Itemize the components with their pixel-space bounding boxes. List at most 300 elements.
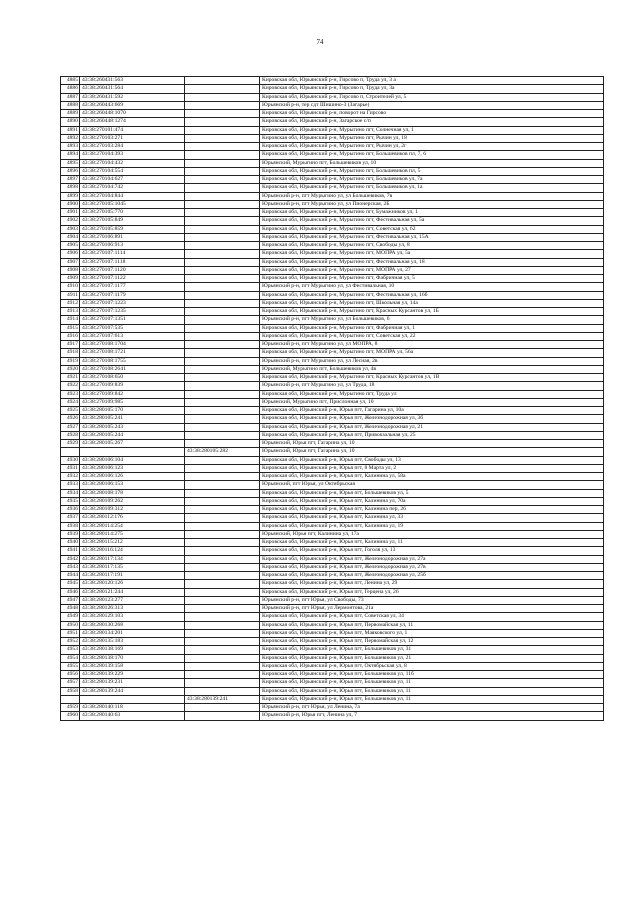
table-row <box>61 143 604 151</box>
related-cadastral-number-cell <box>185 365 260 373</box>
address-cell: Кировская обл, Юрьянский р-н, Юрья пгт, Большевиков ул, 5 <box>260 489 604 497</box>
cadastral-number-cell: 43:38:270105:770 <box>80 209 185 217</box>
table-row <box>61 679 604 687</box>
cadastral-number-cell: 43:38:280135:183 <box>80 638 185 646</box>
cadastral-number-cell <box>80 695 185 703</box>
table-row <box>61 423 604 431</box>
row-number-cell: 4906 <box>61 250 80 258</box>
address-cell: Юрьянский р-н, пгт Мурыгино ул, ул Труда, 18 <box>260 382 604 390</box>
table-row <box>61 209 604 217</box>
row-number-cell: 4919 <box>61 357 80 365</box>
table-row <box>61 522 604 530</box>
related-cadastral-number-cell <box>185 638 260 646</box>
address-cell: Кировская обл, Юрьянский р-н, Мурыгино пгт, МОПРА ул, 5а <box>260 250 604 258</box>
table-row <box>61 283 604 291</box>
cadastral-number-cell: 43:38:270101:474 <box>80 126 185 134</box>
table-row <box>61 671 604 679</box>
row-number-cell: 4931 <box>61 464 80 472</box>
cadastral-number-cell: 43:38:270105:1045 <box>80 200 185 208</box>
cadastral-number-cell: 43:38:280109:262 <box>80 497 185 505</box>
related-cadastral-number-cell: 43:38:280105:282 <box>185 448 260 456</box>
row-number-cell: 4923 <box>61 390 80 398</box>
table-row <box>61 217 604 225</box>
related-cadastral-number-cell <box>185 596 260 604</box>
related-cadastral-number-cell <box>185 390 260 398</box>
cadastral-number-cell: 43:38:280106:126 <box>80 473 185 481</box>
row-number-cell: 4916 <box>61 332 80 340</box>
cadastral-number-cell: 43:38:280115:212 <box>80 539 185 547</box>
related-cadastral-number-cell <box>185 93 260 101</box>
row-number-cell: 4920 <box>61 365 80 373</box>
row-number-cell: 4942 <box>61 555 80 563</box>
cadastral-number-cell: 43:38:270107:1120 <box>80 266 185 274</box>
address-cell: Кировская обл, Юрьянский р-н, Юрья пгт, Гагарина ул, 10а <box>260 407 604 415</box>
table-row <box>61 497 604 505</box>
address-cell: Кировская обл, Юрьянский р-н, Юрья пгт, Свободы ул, 13 <box>260 456 604 464</box>
address-cell: Кировская обл, Юрьянский р-н, Юрья пгт, Калинина ул, 70а <box>260 497 604 505</box>
address-cell: Кировская обл, Юрьянский р-н, Юрья пгт, Железнодорожная ул, 27в <box>260 563 604 571</box>
table-row <box>61 704 604 712</box>
related-cadastral-number-cell <box>185 481 260 489</box>
table-row <box>61 563 604 571</box>
related-cadastral-number-cell <box>185 654 260 662</box>
table-row <box>61 233 604 241</box>
address-cell: Юрьянский р-н, пгт Мурыгино ул, ул Большевиков, 6 <box>260 316 604 324</box>
row-number-cell: 4891 <box>61 126 80 134</box>
row-number-cell: 4951 <box>61 629 80 637</box>
table-row <box>61 382 604 390</box>
row-number-cell: 4930 <box>61 456 80 464</box>
cadastral-number-cell: 43:38:270104:432 <box>80 159 185 167</box>
cadastral-number-cell: 43:38:280121:244 <box>80 588 185 596</box>
related-cadastral-number-cell <box>185 200 260 208</box>
related-cadastral-number-cell <box>185 407 260 415</box>
row-number-cell: 4902 <box>61 217 80 225</box>
address-cell: Кировская обл, Юрьянский р-н, Гирсово п, Труда ул, 3а <box>260 85 604 93</box>
address-cell: Юрьянский, Мурыгино пгт, Большевиков ул, 10 <box>260 159 604 167</box>
related-cadastral-number-cell <box>185 522 260 530</box>
cadastral-number-cell: 43:38:270107:535 <box>80 324 185 332</box>
row-number-cell: 4940 <box>61 539 80 547</box>
table-row <box>61 192 604 200</box>
cadastral-number-cell: 43:38:270107:1223 <box>80 299 185 307</box>
table-row <box>61 93 604 101</box>
row-number-cell: 4890 <box>61 118 80 126</box>
related-cadastral-number-cell <box>185 233 260 241</box>
table-row <box>61 365 604 373</box>
address-cell: Кировская обл, Юрьянский р-н, Юрья пгт, Большевиков ул, 31 <box>260 646 604 654</box>
address-cell: Кировская обл, Юрьянский р-н, Юрья пгт, Гоголя ул, 13 <box>260 547 604 555</box>
cadastral-number-cell: 43:38:270107:1114 <box>80 250 185 258</box>
address-cell: Кировская обл, Юрьянский р-н, Юрья пгт, Калинина ул, 33 <box>260 514 604 522</box>
row-number-cell: 4950 <box>61 621 80 629</box>
address-cell: Кировская обл, Юрьянский р-н, Юрья пгт, Большевиков ул, 21 <box>260 654 604 662</box>
address-cell: Кировская обл, Юрьянский р-н, Юрья пгт, Маяковского ул, 1 <box>260 629 604 637</box>
related-cadastral-number-cell <box>185 456 260 464</box>
address-cell: Кировская обл, Юрьянский р-н, Юрья пгт, Ленина ул, 29 <box>260 580 604 588</box>
address-cell: Юрьянский р-н, пгт Мурыгино ул, ул Большевиков, 7в <box>260 192 604 200</box>
address-cell: Кировская обл, Юрьянский р-н, Мурыгино пгт, Солнечная ул, 1 <box>260 126 604 134</box>
row-number-cell: 4955 <box>61 662 80 670</box>
table-row <box>61 695 604 703</box>
address-cell: Юрьянский, Юрья пгт, Калинина ул, 17а <box>260 530 604 538</box>
related-cadastral-number-cell <box>185 159 260 167</box>
row-number-cell: 4887 <box>61 93 80 101</box>
cadastral-number-cell: 43:38:270103:271 <box>80 134 185 142</box>
related-cadastral-number-cell <box>185 613 260 621</box>
address-cell: Кировская обл, Юрьянский р-н, Мурыгино пгт, Фабричная ул, 5 <box>260 275 604 283</box>
address-cell: Юрьянский, Юрья пгт, Гагарина ул, 10 <box>260 448 604 456</box>
cadastral-number-cell: 43:38:280106:104 <box>80 456 185 464</box>
row-number-cell: 4933 <box>61 481 80 489</box>
address-cell: Кировская обл, Юрьянский р-н, Юрья пгт, Большевиков ул, 11 <box>260 679 604 687</box>
row-number-cell: 4918 <box>61 349 80 357</box>
address-cell: Юрьянский р-н, пгт Мурыгино ул, ул МОПРА, 8 <box>260 341 604 349</box>
row-number-cell: 4889 <box>61 110 80 118</box>
row-number-cell: 4958 <box>61 687 80 695</box>
related-cadastral-number-cell <box>185 679 260 687</box>
table-row <box>61 605 604 613</box>
row-number-cell: 4893 <box>61 143 80 151</box>
registry-table <box>60 76 604 721</box>
cadastral-number-cell: 43:38:270107:1235 <box>80 308 185 316</box>
address-cell: Юрьянский р-н, пгт Мурыгино ул, ул Фестивальная, 10 <box>260 283 604 291</box>
address-cell: Кировская обл, Юрьянский р-н, Юрья пгт, Калинина ул, 19 <box>260 522 604 530</box>
row-number-cell: 4952 <box>61 638 80 646</box>
row-number-cell <box>61 695 80 703</box>
address-cell: Кировская обл, Юрьянский р-н, Юрья пгт, Калинина ул, 11 <box>260 539 604 547</box>
related-cadastral-number-cell <box>185 621 260 629</box>
table-row <box>61 184 604 192</box>
cadastral-number-cell: 43:38:270106:913 <box>80 242 185 250</box>
row-number-cell: 4956 <box>61 671 80 679</box>
row-number-cell: 4909 <box>61 275 80 283</box>
table-row <box>61 349 604 357</box>
address-cell: Юрьянский р-н, пгт Юрья, ул Лермонтова, 21а <box>260 605 604 613</box>
page-number: 74 <box>316 38 324 46</box>
address-cell: Юрьянский, пгт Юрья, ул Октябрьская <box>260 481 604 489</box>
row-number-cell: 4899 <box>61 192 80 200</box>
address-cell: Юрьянский р-н, Юрья пгт, Ленина ул, 7 <box>260 712 604 720</box>
address-cell: Кировская обл, Юрьянский р-н, Мурыгино пгт, Фестивальная ул, 16б <box>260 291 604 299</box>
row-number-cell: 4905 <box>61 242 80 250</box>
row-number-cell: 4915 <box>61 324 80 332</box>
cadastral-number-cell: 43:38:270109:839 <box>80 382 185 390</box>
table-row <box>61 308 604 316</box>
address-cell: Кировская обл, Юрьянский р-н, Мурыгино пгт, МОПРА ул, 27 <box>260 266 604 274</box>
address-cell: Кировская обл, Юрьянский р-н, Мурыгино пгт, Большевиков пл, 5 <box>260 167 604 175</box>
cadastral-number-cell: 43:38:270108:650 <box>80 374 185 382</box>
table-row <box>61 489 604 497</box>
row-number-cell: 4941 <box>61 547 80 555</box>
related-cadastral-number-cell <box>185 143 260 151</box>
address-cell: Юрьянский р-н, пгт Юрья, ул Ленина, 7а <box>260 704 604 712</box>
cadastral-number-cell: 43:38:280114:275 <box>80 530 185 538</box>
table-row <box>61 85 604 93</box>
related-cadastral-number-cell <box>185 77 260 85</box>
table-row <box>61 662 604 670</box>
cadastral-number-cell: 43:38:280126:313 <box>80 605 185 613</box>
cadastral-number-cell: 43:38:280123:277 <box>80 596 185 604</box>
row-number-cell: 4901 <box>61 209 80 217</box>
cadastral-number-cell: 43:38:280134:201 <box>80 629 185 637</box>
cadastral-number-cell: 43:38:270105:849 <box>80 217 185 225</box>
related-cadastral-number-cell <box>185 101 260 109</box>
row-number-cell: 4896 <box>61 167 80 175</box>
address-cell: Кировская обл, Юрьянский р-н, Мурыгино пгт, Фабричная ул, 1 <box>260 324 604 332</box>
row-number-cell: 4938 <box>61 522 80 530</box>
table-row <box>61 547 604 555</box>
cadastral-number-cell: 43:38:280112:176 <box>80 514 185 522</box>
related-cadastral-number-cell <box>185 184 260 192</box>
row-number-cell: 4903 <box>61 225 80 233</box>
address-cell: Кировская обл, Юрьянский р-н, Юрья пгт, Большевиков ул, 11б <box>260 671 604 679</box>
cadastral-number-cell: 43:38:280139:229 <box>80 671 185 679</box>
related-cadastral-number-cell <box>185 687 260 695</box>
related-cadastral-number-cell <box>185 514 260 522</box>
table-row <box>61 151 604 159</box>
related-cadastral-number-cell <box>185 506 260 514</box>
cadastral-number-cell: 43:38:280109:312 <box>80 506 185 514</box>
related-cadastral-number-cell <box>185 192 260 200</box>
address-cell: Кировская обл, Юрьянский р-н, Мурыгино пгт, Фестивальная ул, 5а <box>260 217 604 225</box>
cadastral-number-cell: 43:38:270107:1177 <box>80 283 185 291</box>
cadastral-number-cell: 43:38:270103:284 <box>80 143 185 151</box>
row-number-cell: 4926 <box>61 415 80 423</box>
table-row <box>61 440 604 448</box>
related-cadastral-number-cell <box>185 299 260 307</box>
row-number-cell: 4927 <box>61 423 80 431</box>
table-row <box>61 481 604 489</box>
row-number-cell: 4929 <box>61 440 80 448</box>
related-cadastral-number-cell <box>185 382 260 390</box>
cadastral-number-cell: 43:38:270104:742 <box>80 184 185 192</box>
cadastral-number-cell: 43:38:260443:669 <box>80 101 185 109</box>
table-row <box>61 506 604 514</box>
cadastral-number-cell: 43:38:270107:1122 <box>80 275 185 283</box>
table-row <box>61 110 604 118</box>
table-row <box>61 415 604 423</box>
related-cadastral-number-cell <box>185 242 260 250</box>
row-number-cell: 4959 <box>61 704 80 712</box>
address-cell: Кировская обл, Юрьянский р-н, Загарское с/п <box>260 118 604 126</box>
table-row <box>61 176 604 184</box>
table-row <box>61 448 604 456</box>
table-row <box>61 514 604 522</box>
related-cadastral-number-cell <box>185 308 260 316</box>
cadastral-number-cell: 43:38:280117:134 <box>80 555 185 563</box>
table-row <box>61 654 604 662</box>
table-row <box>61 126 604 134</box>
address-cell: Юрьянский, Мурыгино пгт, Большевиков ул, 4в <box>260 365 604 373</box>
row-number-cell: 4948 <box>61 605 80 613</box>
cadastral-number-cell: 43:38:280105:241 <box>80 415 185 423</box>
cadastral-number-cell: 43:38:270104:627 <box>80 176 185 184</box>
address-cell: Кировская обл, Юрьянский р-н, Мурыгино пгт, Бумажников ул, 1 <box>260 209 604 217</box>
row-number-cell: 4953 <box>61 646 80 654</box>
cadastral-number-cell: 43:38:280105:243 <box>80 423 185 431</box>
row-number-cell: 4892 <box>61 134 80 142</box>
cadastral-number-cell: 43:38:280120:126 <box>80 580 185 588</box>
row-number-cell: 4914 <box>61 316 80 324</box>
cadastral-number-cell: 43:38:280117:135 <box>80 563 185 571</box>
table-row <box>61 167 604 175</box>
table-row <box>61 530 604 538</box>
related-cadastral-number-cell <box>185 349 260 357</box>
related-cadastral-number-cell <box>185 473 260 481</box>
related-cadastral-number-cell <box>185 217 260 225</box>
registry-table-body <box>61 77 604 721</box>
address-cell: Кировская обл, Юрьянский р-н, Мурыгино пгт, Советская ул, 62 <box>260 225 604 233</box>
related-cadastral-number-cell <box>185 250 260 258</box>
cadastral-number-cell: 43:38:270108:1721 <box>80 349 185 357</box>
address-cell: Кировская обл, Юрьянский р-н, Мурыгино пгт, Советская ул, 22 <box>260 332 604 340</box>
row-number-cell: 4932 <box>61 473 80 481</box>
row-number-cell: 4960 <box>61 712 80 720</box>
address-cell: Юрьянский, Юрья пгт, Гагарина ул, 10 <box>260 440 604 448</box>
related-cadastral-number-cell <box>185 134 260 142</box>
related-cadastral-number-cell <box>185 341 260 349</box>
table-row <box>61 687 604 695</box>
row-number-cell: 4894 <box>61 151 80 159</box>
table-row <box>61 134 604 142</box>
cadastral-number-cell: 43:38:270104:844 <box>80 192 185 200</box>
related-cadastral-number-cell <box>185 258 260 266</box>
row-number-cell: 4900 <box>61 200 80 208</box>
table-row <box>61 539 604 547</box>
row-number-cell: 4908 <box>61 266 80 274</box>
table-row <box>61 275 604 283</box>
table-row <box>61 398 604 406</box>
related-cadastral-number-cell <box>185 440 260 448</box>
address-cell: Кировская обл, Юрьянский р-н, Юрья пгт, Большевиков ул, 11 <box>260 695 604 703</box>
table-row <box>61 621 604 629</box>
row-number-cell: 4911 <box>61 291 80 299</box>
cadastral-number-cell: 43:38:270107:613 <box>80 332 185 340</box>
cadastral-number-cell: 43:38:280117:191 <box>80 572 185 580</box>
cadastral-number-cell: 43:38:280108:178 <box>80 489 185 497</box>
related-cadastral-number-cell <box>185 572 260 580</box>
address-cell: Кировская обл, Юрьянский р-н, Юрья пгт, Железнодорожная ул, 25б <box>260 572 604 580</box>
address-cell: Кировская обл, Юрьянский р-н, Юрья пгт, 8 Марта ул, 2 <box>260 464 604 472</box>
address-cell: Кировская обл, Юрьянский р-н, Гирсово п, Строителей ул, 5 <box>260 93 604 101</box>
row-number-cell: 4947 <box>61 596 80 604</box>
cadastral-number-cell: 43:38:270107:1118 <box>80 258 185 266</box>
related-cadastral-number-cell <box>185 209 260 217</box>
row-number-cell: 4888 <box>61 101 80 109</box>
cadastral-number-cell <box>80 448 185 456</box>
table-row <box>61 572 604 580</box>
cadastral-number-cell: 43:38:280116:124 <box>80 547 185 555</box>
address-cell: Кировская обл, Юрьянский р-н, Юрья пгт, Калинина ул, 58а <box>260 473 604 481</box>
address-cell: Кировская обл, Юрьянский р-н, Мурыгино пгт, Свободы ул, 8 <box>260 242 604 250</box>
address-cell: Кировская обл, Юрьянский р-н, Юрья пгт, Октябрьская ул, 8 <box>260 662 604 670</box>
table-row <box>61 225 604 233</box>
table-row <box>61 712 604 720</box>
row-number-cell: 4934 <box>61 489 80 497</box>
table-row <box>61 324 604 332</box>
address-cell: Кировская обл, Юрьянский р-н, Юрья пгт, Железнодорожная ул, 21 <box>260 423 604 431</box>
related-cadastral-number-cell <box>185 563 260 571</box>
address-cell: Кировская обл, Юрьянский р-н, Юрья пгт, Привокзальная ул, 25 <box>260 431 604 439</box>
address-cell: Кировская обл, Юрьянский р-н, Мурыгино пгт, Большевиков пл, 7, 6 <box>260 151 604 159</box>
address-cell: Кировская обл, Юрьянский р-н, поворот на Гирсово <box>260 110 604 118</box>
related-cadastral-number-cell <box>185 283 260 291</box>
related-cadastral-number-cell <box>185 662 260 670</box>
cadastral-number-cell: 43:38:280139:231 <box>80 679 185 687</box>
table-row <box>61 266 604 274</box>
cadastral-number-cell: 43:38:270104:554 <box>80 167 185 175</box>
cadastral-number-cell: 43:38:270107:1351 <box>80 316 185 324</box>
related-cadastral-number-cell <box>185 126 260 134</box>
table-row <box>61 374 604 382</box>
table-row <box>61 341 604 349</box>
row-number-cell: 4937 <box>61 514 80 522</box>
related-cadastral-number-cell <box>185 398 260 406</box>
address-cell: Кировская обл, Юрьянский р-н, Мурыгино пгт, Большевиков ул, 1а <box>260 184 604 192</box>
related-cadastral-number-cell <box>185 176 260 184</box>
address-cell: Юрьянский р-н, тер сдт Шишино-3 (Загарье) <box>260 101 604 109</box>
related-cadastral-number-cell <box>185 291 260 299</box>
row-number-cell: 4898 <box>61 184 80 192</box>
row-number-cell: 4912 <box>61 299 80 307</box>
related-cadastral-number-cell <box>185 85 260 93</box>
cadastral-number-cell: 43:38:260431:592 <box>80 93 185 101</box>
address-cell: Кировская обл, Юрьянский р-н, Гирсово п, Труда ул, 3 а <box>260 77 604 85</box>
related-cadastral-number-cell <box>185 605 260 613</box>
related-cadastral-number-cell <box>185 555 260 563</box>
address-cell: Кировская обл, Юрьянский р-н, Мурыгино пгт, Рычин ул, 2г <box>260 143 604 151</box>
address-cell: Кировская обл, Юрьянский р-н, Мурыгино пгт, МОПРА ул, 56а <box>260 349 604 357</box>
table-row <box>61 299 604 307</box>
table-row <box>61 101 604 109</box>
row-number-cell: 4946 <box>61 588 80 596</box>
table-row <box>61 596 604 604</box>
address-cell: Кировская обл, Юрьянский р-н, Юрья пгт, Первомайская ул, 12 <box>260 638 604 646</box>
address-cell: Кировская обл, Юрьянский р-н, Юрья пгт, Первомайская ул, 11 <box>260 621 604 629</box>
row-number-cell: 4913 <box>61 308 80 316</box>
row-number-cell: 4949 <box>61 613 80 621</box>
cadastral-number-cell: 43:38:270107:1179 <box>80 291 185 299</box>
table-row <box>61 159 604 167</box>
address-cell: Кировская обл, Юрьянский р-н, Мурыгино пгт, Большевиков ул, 7а <box>260 176 604 184</box>
row-number-cell <box>61 448 80 456</box>
row-number-cell: 4945 <box>61 580 80 588</box>
table-row <box>61 456 604 464</box>
cadastral-number-cell: 43:38:280105:170 <box>80 407 185 415</box>
cadastral-number-cell: 43:38:280139:244 <box>80 687 185 695</box>
cadastral-number-cell: 43:38:280130:268 <box>80 621 185 629</box>
table-row <box>61 291 604 299</box>
row-number-cell: 4925 <box>61 407 80 415</box>
related-cadastral-number-cell <box>185 415 260 423</box>
table-row <box>61 258 604 266</box>
cadastral-number-cell: 43:38:260448:1070 <box>80 110 185 118</box>
cadastral-number-cell: 43:38:270106:891 <box>80 233 185 241</box>
related-cadastral-number-cell <box>185 275 260 283</box>
related-cadastral-number-cell <box>185 151 260 159</box>
address-cell: Кировская обл, Юрьянский р-н, Юрья пгт, Железнодорожная ул, 27а <box>260 555 604 563</box>
related-cadastral-number-cell <box>185 629 260 637</box>
related-cadastral-number-cell <box>185 530 260 538</box>
address-cell: Кировская обл, Юрьянский р-н, Мурыгино пгт, Труда ул <box>260 390 604 398</box>
address-cell: Кировская обл, Юрьянский р-н, Мурыгино пгт, Фестивальная ул, 18 <box>260 258 604 266</box>
row-number-cell: 4904 <box>61 233 80 241</box>
address-cell: Кировская обл, Юрьянский р-н, Юрья пгт, Калинина пер, 26 <box>260 506 604 514</box>
related-cadastral-number-cell <box>185 539 260 547</box>
related-cadastral-number-cell <box>185 316 260 324</box>
cadastral-number-cell: 43:38:280139:158 <box>80 662 185 670</box>
